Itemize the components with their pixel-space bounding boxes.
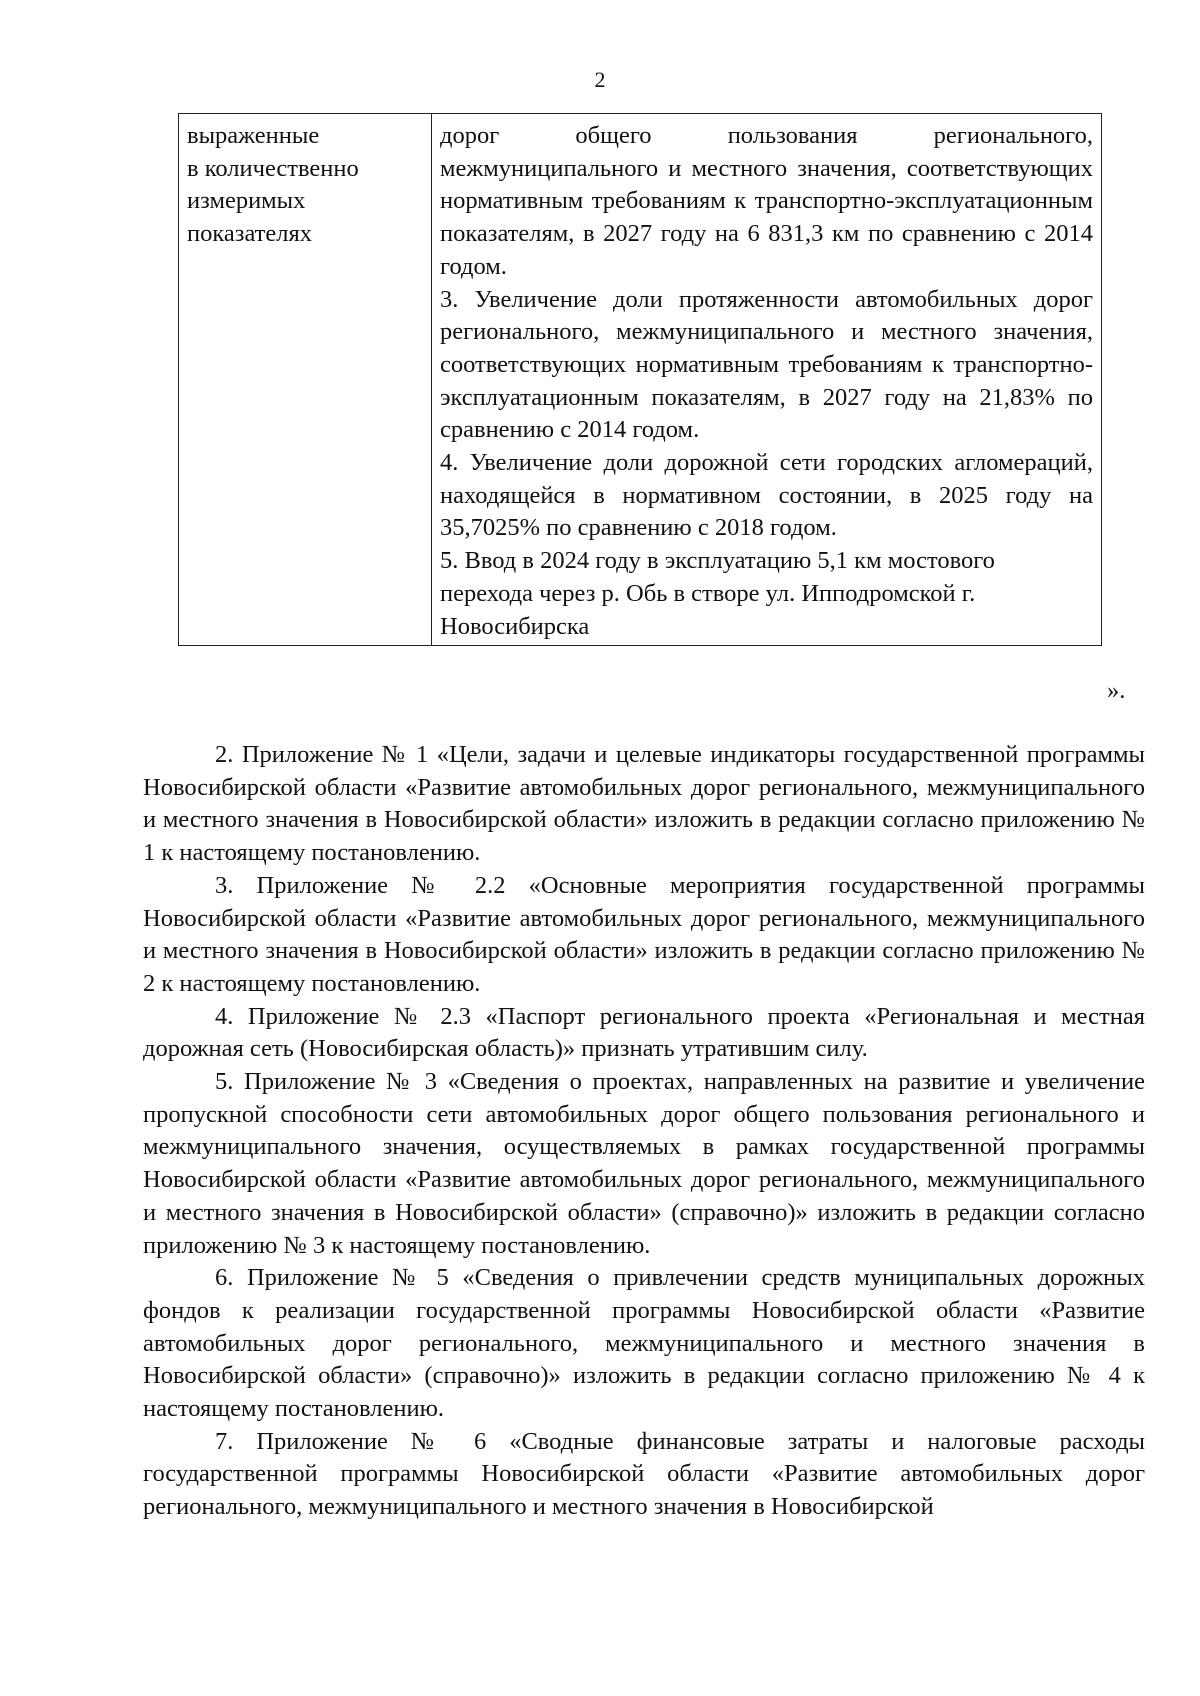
left-cell-line: показателях <box>187 220 313 248</box>
left-cell-line: в количественно <box>187 154 359 182</box>
closing-quote: ». <box>1107 677 1126 704</box>
left-cell-line: измеримых <box>187 187 306 215</box>
document-body <box>143 739 1145 1524</box>
paragraph: 5. Приложение № 3 «Сведения о проектах, направленных на развитие и увеличение пропускной способности сети автомобильных дорог общего пользования регионального и межмуниципального значения, осуществляемых в рамках государственной программы Новосибирской области «Развитие автомобильных дорог регионального, межмуниципального и местного значения в Новосибирской области» (справочно)» изложить в редакции согласно приложению № 3 к настоящему постановлению. <box>143 1068 1145 1259</box>
table-right-cell <box>432 114 1102 646</box>
indicator-paragraph: 4. Увеличение доли дорожной сети городских агломераций, находящейся в нормативном состоянии, в 2025 году на 35,7025% по сравнению с 2018 годом. <box>440 449 1093 542</box>
indicator-paragraph: 3. Увеличение доли протяженности автомобильных дорог регионального, межмуниципального и местного значения, соответствующих нормативным требованиям к транспортно-эксплуатационным показателям, в 2027 году на 21,83% по сравнению с 2014 годом. <box>440 285 1093 444</box>
table-row <box>179 114 1102 646</box>
indicator-paragraph: дорог общего пользования регионального, межмуниципального и местного значения, соответствующих нормативным требованиям к транспортно-эксплуатационным показателям, в 2027 году на 6 831,3 км по сравнению с 2014 годом. <box>440 122 1093 280</box>
page-number: 2 <box>594 67 606 92</box>
left-cell-line: выраженные <box>187 122 320 149</box>
paragraph: 6. Приложение № 5 «Сведения о привлечении средств муниципальных дорожных фондов к реализации государственной программы Новосибирской области «Развитие автомобильных дорог регионального, межмуниципального и местного значения в Новосибирской области» (справочно)» изложить в редакции согласно приложению № 4 к настоящему постановлению. <box>143 1264 1145 1423</box>
indicator-paragraph: 5. Ввод в 2024 году в эксплуатацию 5,1 км мостового перехода через р. Обь в створе ул. Ипподромской г. Новосибирска <box>440 547 995 640</box>
paragraph: 4. Приложение № 2.3 «Паспорт регионального проекта «Региональная и местная дорожная сеть (Новосибирская область)» признать утратившим силу. <box>143 1002 1145 1063</box>
paragraph: 2. Приложение № 1 «Цели, задачи и целевые индикаторы государственной программы Новосибирской области «Развитие автомобильных дорог регионального, межмуниципального и местного значения в Новосибирской области» изложить в редакции согласно приложению № 1 к настоящему постановлению. <box>143 741 1145 867</box>
goals-table <box>178 113 1102 646</box>
goals-table-container <box>178 113 1102 646</box>
table-left-cell <box>179 114 432 646</box>
paragraph: 3. Приложение № 2.2 «Основные мероприятия государственной программы Новосибирской области «Развитие автомобильных дорог регионального, межмуниципального и местного значения в Новосибирской области» изложить в редакции согласно приложению № 2 к настоящему постановлению. <box>143 871 1145 997</box>
paragraph: 7. Приложение № 6 «Сводные финансовые затраты и налоговые расходы государственной программы Новосибирской области «Развитие автомобильных дорог регионального, межмуниципального и местного значения в Новосибирской <box>143 1427 1145 1521</box>
